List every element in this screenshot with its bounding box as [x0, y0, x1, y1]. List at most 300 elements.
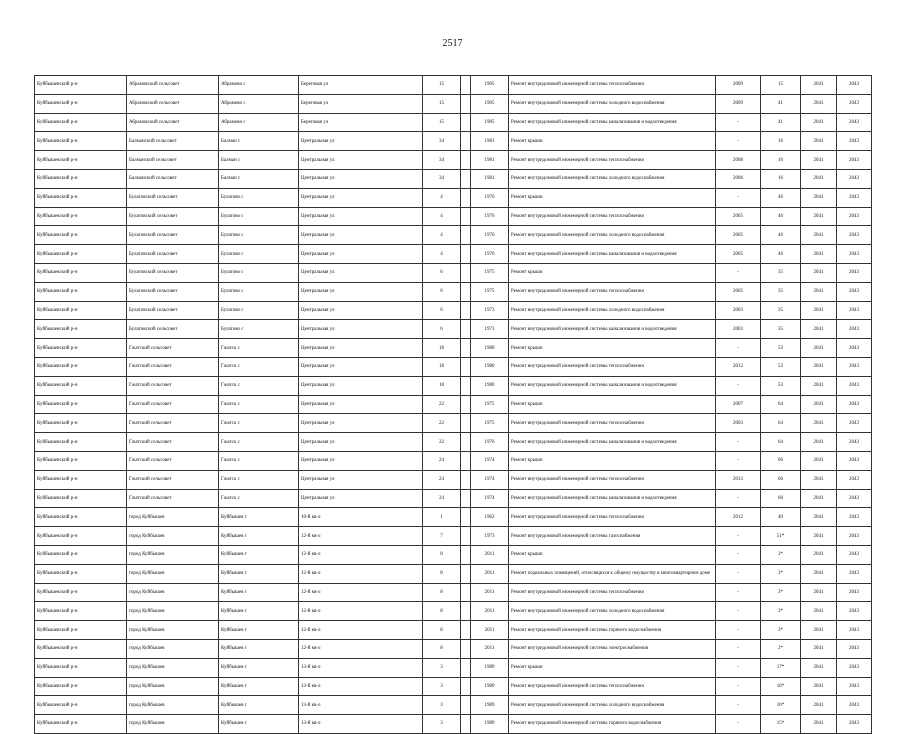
table-row: [35, 301, 872, 320]
table-row: [35, 245, 872, 264]
cell-locality: Булатово с: [219, 263, 299, 282]
cell-settlement: город Куйбышев: [127, 602, 219, 621]
cell-street: Береговая ул: [299, 113, 423, 132]
cell-locality: Булатово с: [219, 301, 299, 320]
cell-work-type: Ремонт внутридомовой инженерной системы теплоснабжения: [509, 414, 716, 433]
cell-plan-end-year: 2043: [837, 433, 872, 452]
cell-district: Куйбышевский р-н: [35, 433, 127, 452]
cell-settlement: Гжатский сельсовет: [127, 414, 219, 433]
cell-work-type: Ремонт внутридомовой инженерной системы теплоснабжения: [509, 470, 716, 489]
cell-settlement: город Куйбышев: [127, 639, 219, 658]
cell-building: [461, 301, 471, 320]
table-row: [35, 508, 872, 527]
cell-street: Центральная ул: [299, 414, 423, 433]
cell-district: Куйбышевский р-н: [35, 564, 127, 583]
cell-last-repair-year: 2013: [716, 470, 761, 489]
table-row: [35, 151, 872, 170]
cell-year-built: 1976: [471, 207, 509, 226]
cell-work-type: Ремонт крыши: [509, 188, 716, 207]
cell-house-number: 6: [423, 263, 461, 282]
cell-district: Куйбышевский р-н: [35, 527, 127, 546]
cell-wear: 66: [761, 451, 801, 470]
table-row: [35, 320, 872, 339]
table-row: [35, 677, 872, 696]
cell-year-built: 1981: [471, 169, 509, 188]
cell-house-number: 18: [423, 339, 461, 358]
cell-wear: 3*: [761, 545, 801, 564]
cell-wear: 53: [761, 357, 801, 376]
cell-settlement: Гжатский сельсовет: [127, 489, 219, 508]
cell-locality: Абрамово с: [219, 76, 299, 95]
cell-building: [461, 583, 471, 602]
cell-locality: Куйбышев г: [219, 545, 299, 564]
cell-last-repair-year: -: [716, 545, 761, 564]
table-row: [35, 639, 872, 658]
cell-house-number: 8: [423, 545, 461, 564]
cell-district: Куйбышевский р-н: [35, 76, 127, 95]
cell-last-repair-year: 2005: [716, 226, 761, 245]
cell-plan-start-year: 2041: [801, 451, 837, 470]
cell-year-built: 1973: [471, 320, 509, 339]
cell-last-repair-year: 2009: [716, 76, 761, 95]
cell-work-type: Ремонт внутридомовой инженерной системы теплоснабжения: [509, 282, 716, 301]
cell-house-number: 1: [423, 508, 461, 527]
cell-district: Куйбышевский р-н: [35, 151, 127, 170]
cell-house-number: 24: [423, 470, 461, 489]
cell-settlement: город Куйбышев: [127, 583, 219, 602]
cell-plan-start-year: 2041: [801, 282, 837, 301]
cell-street: Центральная ул: [299, 188, 423, 207]
cell-year-built: 1989: [471, 715, 509, 734]
cell-wear: 15: [761, 76, 801, 95]
cell-locality: Гжатск с: [219, 489, 299, 508]
cell-year-built: 1989: [471, 658, 509, 677]
cell-street: 12-й кв-л: [299, 545, 423, 564]
cell-work-type: Ремонт крыши: [509, 395, 716, 414]
cell-year-built: 1962: [471, 508, 509, 527]
cell-last-repair-year: -: [716, 263, 761, 282]
cell-plan-end-year: 2043: [837, 188, 872, 207]
cell-district: Куйбышевский р-н: [35, 376, 127, 395]
cell-district: Куйбышевский р-н: [35, 132, 127, 151]
cell-building: [461, 207, 471, 226]
cell-last-repair-year: -: [716, 658, 761, 677]
table-row: [35, 113, 872, 132]
cell-year-built: 1975: [471, 414, 509, 433]
cell-year-built: 1976: [471, 188, 509, 207]
cell-year-built: 1976: [471, 245, 509, 264]
table-row: [35, 132, 872, 151]
cell-locality: Абрамово с: [219, 94, 299, 113]
cell-settlement: Булатовский сельсовет: [127, 301, 219, 320]
table-row: [35, 621, 872, 640]
cell-plan-start-year: 2041: [801, 226, 837, 245]
cell-house-number: 7: [423, 527, 461, 546]
cell-building: [461, 76, 471, 95]
cell-work-type: Ремонт внутридомовой инженерной системы теплоснабжения: [509, 151, 716, 170]
cell-house-number: 22: [423, 395, 461, 414]
cell-building: [461, 639, 471, 658]
cell-work-type: Ремонт крыши: [509, 451, 716, 470]
cell-settlement: Гжатский сельсовет: [127, 339, 219, 358]
cell-building: [461, 470, 471, 489]
table-row: [35, 489, 872, 508]
cell-last-repair-year: -: [716, 339, 761, 358]
cell-last-repair-year: -: [716, 583, 761, 602]
cell-locality: Гжатск с: [219, 357, 299, 376]
cell-street: 13-й кв-л: [299, 677, 423, 696]
cell-work-type: Ремонт подвальных помещений, относящихся к общему имуществу в многоквартирном доме: [509, 564, 716, 583]
cell-district: Куйбышевский р-н: [35, 282, 127, 301]
cell-settlement: Булатовский сельсовет: [127, 320, 219, 339]
cell-street: Центральная ул: [299, 489, 423, 508]
table-row: [35, 226, 872, 245]
cell-plan-start-year: 2041: [801, 395, 837, 414]
cell-house-number: 34: [423, 151, 461, 170]
cell-plan-start-year: 2041: [801, 470, 837, 489]
cell-locality: Куйбышев г: [219, 639, 299, 658]
cell-settlement: Гжатский сельсовет: [127, 357, 219, 376]
cell-work-type: Ремонт крыши: [509, 339, 716, 358]
cell-district: Куйбышевский р-н: [35, 301, 127, 320]
cell-work-type: Ремонт внутридомовой инженерной системы газоснабжения: [509, 527, 716, 546]
cell-house-number: 6: [423, 282, 461, 301]
cell-wear: 51*: [761, 527, 801, 546]
cell-year-built: 1989: [471, 677, 509, 696]
cell-locality: Гжатск с: [219, 451, 299, 470]
cell-locality: Гжатск с: [219, 433, 299, 452]
cell-street: Центральная ул: [299, 451, 423, 470]
cell-work-type: Ремонт внутридомовой инженерной системы канализования и водоотведения: [509, 489, 716, 508]
repair-schedule-table: [34, 75, 872, 734]
cell-work-type: Ремонт внутридомовой инженерной системы горячего водоснабжения: [509, 715, 716, 734]
cell-building: [461, 320, 471, 339]
cell-locality: Куйбышев г: [219, 583, 299, 602]
cell-work-type: Ремонт внутридомовой инженерной системы холодного водоснабжения: [509, 301, 716, 320]
cell-street: Центральная ул: [299, 263, 423, 282]
cell-plan-start-year: 2041: [801, 545, 837, 564]
cell-work-type: Ремонт крыши: [509, 132, 716, 151]
cell-district: Куйбышевский р-н: [35, 470, 127, 489]
cell-house-number: 15: [423, 76, 461, 95]
cell-year-built: 1973: [471, 527, 509, 546]
cell-plan-start-year: 2041: [801, 677, 837, 696]
cell-year-built: 2011: [471, 583, 509, 602]
cell-house-number: 34: [423, 169, 461, 188]
cell-wear: 35: [761, 282, 801, 301]
cell-locality: Булатово с: [219, 320, 299, 339]
cell-plan-end-year: 2043: [837, 263, 872, 282]
cell-locality: Балман с: [219, 151, 299, 170]
table-row: [35, 583, 872, 602]
cell-locality: Балман с: [219, 132, 299, 151]
cell-plan-end-year: 2043: [837, 470, 872, 489]
cell-district: Куйбышевский р-н: [35, 226, 127, 245]
cell-street: Центральная ул: [299, 245, 423, 264]
table-body: [35, 76, 872, 734]
cell-plan-start-year: 2041: [801, 357, 837, 376]
cell-street: Центральная ул: [299, 226, 423, 245]
cell-last-repair-year: 2007: [716, 395, 761, 414]
cell-wear: 16: [761, 151, 801, 170]
cell-year-built: 1980: [471, 357, 509, 376]
cell-work-type: Ремонт внутридомовой инженерной системы горячего водоснабжения: [509, 621, 716, 640]
cell-district: Куйбышевский р-н: [35, 207, 127, 226]
cell-plan-start-year: 2041: [801, 263, 837, 282]
cell-plan-end-year: 2043: [837, 715, 872, 734]
table-row: [35, 207, 872, 226]
cell-last-repair-year: -: [716, 188, 761, 207]
cell-house-number: 3: [423, 715, 461, 734]
cell-house-number: 8: [423, 639, 461, 658]
cell-work-type: Ремонт внутридомовой инженерной системы теплоснабжения: [509, 207, 716, 226]
cell-work-type: Ремонт внутридомовой инженерной системы теплоснабжения: [509, 357, 716, 376]
cell-last-repair-year: 2005: [716, 207, 761, 226]
cell-plan-end-year: 2043: [837, 545, 872, 564]
cell-locality: Булатово с: [219, 207, 299, 226]
cell-district: Куйбышевский р-н: [35, 583, 127, 602]
cell-house-number: 8: [423, 564, 461, 583]
cell-district: Куйбышевский р-н: [35, 94, 127, 113]
cell-settlement: Балманский сельсовет: [127, 151, 219, 170]
cell-last-repair-year: -: [716, 527, 761, 546]
cell-street: Центральная ул: [299, 395, 423, 414]
cell-plan-start-year: 2041: [801, 376, 837, 395]
cell-plan-end-year: 2043: [837, 696, 872, 715]
cell-house-number: 8: [423, 602, 461, 621]
cell-locality: Булатово с: [219, 188, 299, 207]
cell-district: Куйбышевский р-н: [35, 245, 127, 264]
cell-locality: Абрамово с: [219, 113, 299, 132]
cell-last-repair-year: 2005: [716, 245, 761, 264]
cell-last-repair-year: -: [716, 433, 761, 452]
cell-plan-end-year: 2043: [837, 132, 872, 151]
cell-settlement: город Куйбышев: [127, 564, 219, 583]
cell-settlement: Абрамовский сельсовет: [127, 113, 219, 132]
cell-last-repair-year: 2003: [716, 320, 761, 339]
cell-building: [461, 395, 471, 414]
cell-house-number: 24: [423, 451, 461, 470]
cell-wear: 53: [761, 376, 801, 395]
cell-settlement: город Куйбышев: [127, 715, 219, 734]
cell-street: 13-й кв-л: [299, 658, 423, 677]
cell-district: Куйбышевский р-н: [35, 188, 127, 207]
cell-house-number: 6: [423, 320, 461, 339]
cell-year-built: 1981: [471, 132, 509, 151]
cell-district: Куйбышевский р-н: [35, 639, 127, 658]
table-row: [35, 94, 872, 113]
cell-district: Куйбышевский р-н: [35, 320, 127, 339]
cell-locality: Куйбышев г: [219, 602, 299, 621]
cell-year-built: 1975: [471, 263, 509, 282]
cell-plan-end-year: 2043: [837, 357, 872, 376]
cell-wear: 2*: [761, 639, 801, 658]
cell-year-built: 1976: [471, 433, 509, 452]
table-row: [35, 433, 872, 452]
cell-wear: 3*: [761, 621, 801, 640]
cell-house-number: 8: [423, 621, 461, 640]
cell-plan-end-year: 2043: [837, 489, 872, 508]
cell-work-type: Ремонт крыши: [509, 658, 716, 677]
cell-work-type: Ремонт внутридомовой инженерной системы теплоснабжения: [509, 677, 716, 696]
cell-plan-end-year: 2043: [837, 339, 872, 358]
cell-work-type: Ремонт внутридомовой инженерной системы холодного водоснабжения: [509, 602, 716, 621]
cell-plan-start-year: 2041: [801, 433, 837, 452]
table-row: [35, 451, 872, 470]
cell-work-type: Ремонт внутридомовой инженерной системы канализования и водоотведения: [509, 320, 716, 339]
cell-locality: Булатово с: [219, 226, 299, 245]
cell-street: Центральная ул: [299, 207, 423, 226]
cell-locality: Куйбышев г: [219, 696, 299, 715]
cell-plan-start-year: 2041: [801, 696, 837, 715]
cell-plan-start-year: 2041: [801, 583, 837, 602]
cell-last-repair-year: -: [716, 602, 761, 621]
table-row: [35, 76, 872, 95]
cell-last-repair-year: 2009: [716, 94, 761, 113]
table-row: [35, 376, 872, 395]
cell-wear: 3*: [761, 602, 801, 621]
cell-locality: Куйбышев г: [219, 715, 299, 734]
cell-year-built: 2011: [471, 639, 509, 658]
cell-building: [461, 621, 471, 640]
cell-work-type: Ремонт внутридомовой инженерной системы канализования и водоотведения: [509, 376, 716, 395]
cell-plan-end-year: 2043: [837, 169, 872, 188]
cell-wear: 46: [761, 188, 801, 207]
cell-settlement: Гжатский сельсовет: [127, 451, 219, 470]
cell-wear: 17*: [761, 658, 801, 677]
cell-year-built: 1980: [471, 376, 509, 395]
cell-plan-start-year: 2041: [801, 602, 837, 621]
cell-plan-end-year: 2043: [837, 564, 872, 583]
cell-district: Куйбышевский р-н: [35, 451, 127, 470]
cell-street: 13-й кв-л: [299, 696, 423, 715]
cell-year-built: 2011: [471, 545, 509, 564]
cell-plan-start-year: 2041: [801, 489, 837, 508]
cell-settlement: Балманский сельсовет: [127, 132, 219, 151]
cell-building: [461, 508, 471, 527]
cell-district: Куйбышевский р-н: [35, 602, 127, 621]
cell-year-built: 1973: [471, 301, 509, 320]
cell-wear: 16*: [761, 696, 801, 715]
cell-locality: Куйбышев г: [219, 564, 299, 583]
cell-work-type: Ремонт внутридомовой инженерной системы холодного водоснабжения: [509, 169, 716, 188]
cell-street: Центральная ул: [299, 151, 423, 170]
cell-wear: 16: [761, 132, 801, 151]
cell-last-repair-year: 2012: [716, 357, 761, 376]
cell-locality: Гжатск с: [219, 470, 299, 489]
cell-plan-end-year: 2043: [837, 245, 872, 264]
cell-building: [461, 658, 471, 677]
cell-wear: 66: [761, 470, 801, 489]
cell-district: Куйбышевский р-н: [35, 414, 127, 433]
cell-district: Куйбышевский р-н: [35, 658, 127, 677]
cell-street: Центральная ул: [299, 132, 423, 151]
cell-house-number: 22: [423, 414, 461, 433]
cell-district: Куйбышевский р-н: [35, 395, 127, 414]
cell-plan-end-year: 2043: [837, 583, 872, 602]
cell-locality: Куйбышев г: [219, 658, 299, 677]
cell-district: Куйбышевский р-н: [35, 489, 127, 508]
cell-plan-end-year: 2043: [837, 113, 872, 132]
cell-building: [461, 433, 471, 452]
cell-settlement: Булатовский сельсовет: [127, 263, 219, 282]
cell-year-built: 1975: [471, 395, 509, 414]
cell-locality: Гжатск с: [219, 376, 299, 395]
cell-settlement: город Куйбышев: [127, 508, 219, 527]
cell-house-number: 4: [423, 245, 461, 264]
cell-last-repair-year: 2003: [716, 414, 761, 433]
cell-wear: 35: [761, 263, 801, 282]
cell-work-type: Ремонт внутридомовой инженерной системы холодного водоснабжения: [509, 696, 716, 715]
cell-year-built: 1974: [471, 451, 509, 470]
cell-building: [461, 715, 471, 734]
cell-street: Береговая ул: [299, 76, 423, 95]
cell-building: [461, 451, 471, 470]
cell-wear: 46: [761, 207, 801, 226]
cell-wear: 40: [761, 508, 801, 527]
cell-plan-start-year: 2041: [801, 564, 837, 583]
cell-settlement: Абрамовский сельсовет: [127, 76, 219, 95]
cell-wear: 46: [761, 245, 801, 264]
cell-last-repair-year: -: [716, 376, 761, 395]
table-row: [35, 395, 872, 414]
cell-plan-end-year: 2043: [837, 320, 872, 339]
cell-wear: 41: [761, 113, 801, 132]
cell-settlement: город Куйбышев: [127, 677, 219, 696]
cell-street: Центральная ул: [299, 301, 423, 320]
cell-locality: Булатово с: [219, 282, 299, 301]
cell-year-built: 1989: [471, 696, 509, 715]
cell-wear: 15*: [761, 715, 801, 734]
cell-plan-start-year: 2041: [801, 151, 837, 170]
cell-settlement: Балманский сельсовет: [127, 169, 219, 188]
cell-locality: Куйбышев г: [219, 508, 299, 527]
cell-plan-start-year: 2041: [801, 245, 837, 264]
cell-building: [461, 282, 471, 301]
cell-wear: 3*: [761, 583, 801, 602]
cell-settlement: город Куйбышев: [127, 545, 219, 564]
cell-last-repair-year: -: [716, 696, 761, 715]
cell-year-built: 2011: [471, 564, 509, 583]
cell-building: [461, 226, 471, 245]
cell-plan-end-year: 2043: [837, 639, 872, 658]
cell-settlement: Гжатский сельсовет: [127, 376, 219, 395]
cell-street: 12-й кв-л: [299, 639, 423, 658]
table-row: [35, 188, 872, 207]
cell-year-built: 1905: [471, 113, 509, 132]
cell-plan-end-year: 2043: [837, 414, 872, 433]
cell-plan-end-year: 2043: [837, 658, 872, 677]
cell-plan-start-year: 2041: [801, 94, 837, 113]
cell-building: [461, 545, 471, 564]
cell-last-repair-year: 2005: [716, 282, 761, 301]
table-row: [35, 470, 872, 489]
cell-work-type: Ремонт внутридомовой инженерной системы канализования и водоотведения: [509, 433, 716, 452]
cell-locality: Куйбышев г: [219, 527, 299, 546]
cell-locality: Балман с: [219, 169, 299, 188]
cell-plan-start-year: 2041: [801, 301, 837, 320]
cell-street: Центральная ул: [299, 282, 423, 301]
cell-street: 10-й кв-л: [299, 508, 423, 527]
cell-last-repair-year: 2012: [716, 508, 761, 527]
cell-last-repair-year: 2003: [716, 301, 761, 320]
cell-plan-start-year: 2041: [801, 527, 837, 546]
cell-house-number: 18: [423, 376, 461, 395]
cell-building: [461, 113, 471, 132]
cell-plan-end-year: 2043: [837, 282, 872, 301]
cell-street: Береговая ул: [299, 94, 423, 113]
cell-district: Куйбышевский р-н: [35, 169, 127, 188]
